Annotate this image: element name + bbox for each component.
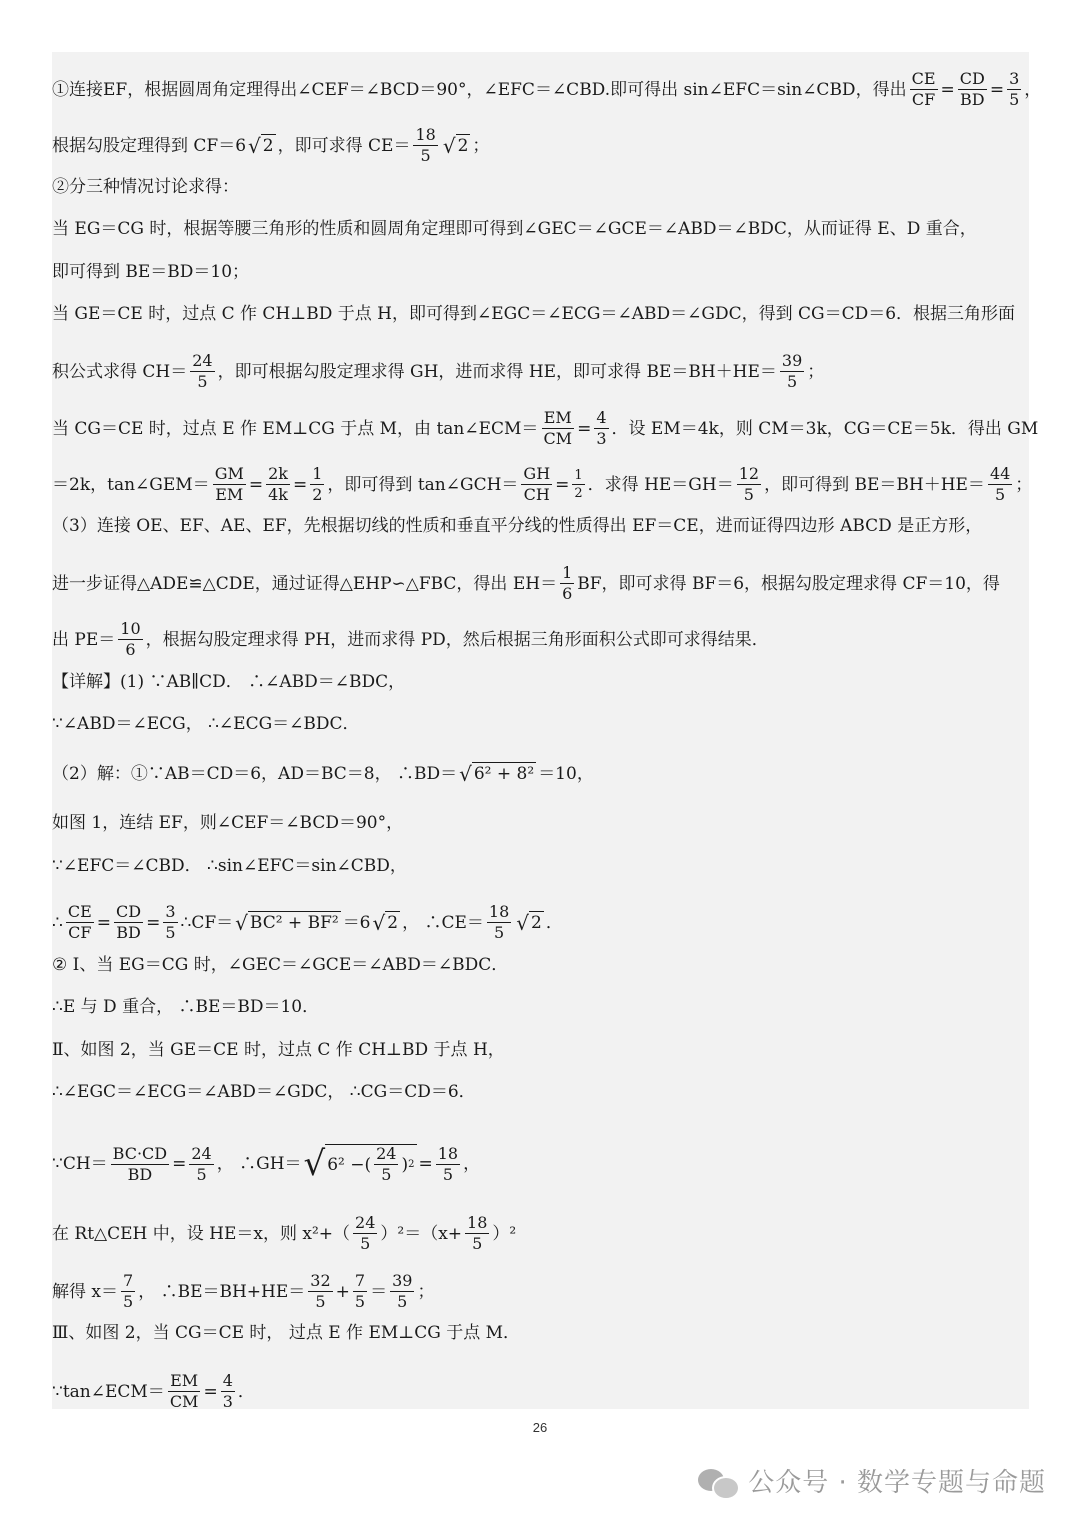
fraction: $\frac{3}{5}$ <box>1009 69 1020 109</box>
fraction: $\frac{10}{6}$ <box>120 619 141 659</box>
text-line-24: 在 Rt△CEH 中，设 HE＝x，则 x²+（ $\frac{24}{5}$ ）²＝（x+ $\frac{18}{5}$ ）² <box>52 1213 517 1253</box>
fraction: $\frac{CD}{BD}$ <box>959 69 985 109</box>
text-line-12: 出 PE＝ $\frac{10}{6}$ ，根据勾股定理求得 PH，进而求得 PD，然后根据三角形面积公式即可求得结果． <box>52 619 769 659</box>
fraction: $\frac{32}{5}$ <box>310 1271 331 1311</box>
square-root: √ 2 <box>516 910 542 935</box>
fraction: $\frac{1}{6}$ <box>562 563 573 603</box>
fraction: $\frac{4}{3}$ <box>222 1371 233 1411</box>
text-line-13: 【详解】(1) ∵AB∥CD． ∴∠ABD＝∠BDC， <box>52 672 406 692</box>
text-line-18: ∴ $\frac{CE}{CF}$ = $\frac{CD}{BD}$ = $\frac{3}{5}$ ∴CF＝ √ BC² + BF² ＝6 √ 2 ， ∴CE＝ $\frac{18}{5}$ √ 2 ． <box>52 902 563 942</box>
fraction: $\frac{1}{2}$ <box>574 468 583 501</box>
fraction: $\frac{GH}{CH}$ <box>523 464 551 504</box>
text-line-21: Ⅱ、如图 2，当 GE＝CE 时，过点 C 作 CH⊥BD 于点 H， <box>52 1040 505 1060</box>
square-root: √ 6² − ( $\frac{24}{5}$ ) 2 <box>303 1144 415 1184</box>
text-line-6: 当 GE＝CE 时，过点 C 作 CH⊥BD 于点 H，即可得到∠EGC＝∠ECG＝∠ABD＝∠GDC，得到 CG＝CD＝6．根据三角形面 <box>52 304 1016 324</box>
watermark <box>698 1462 1046 1499</box>
text-line-23: ∵CH＝ $\frac{BC\cdot CD}{BD}$ = $\frac{24}{5}$ ， ∴GH＝ √ 6² − ( $\frac{24}{5}$ ) 2 = $\frac{18}{5}$ ， <box>52 1143 481 1184</box>
fraction: $\frac{CE}{CF}$ <box>911 69 936 109</box>
text-line-15: （2）解：①∵AB＝CD＝6，AD＝BC＝8， ∴BD＝ √ 6² + 8² ＝10， <box>52 761 594 786</box>
text-line-16: 如图 1，连结 EF，则∠CEF＝∠BCD＝90°， <box>52 813 404 833</box>
text-line-25: 解得 x＝ $\frac{7}{5}$ ， ∴BE＝BH+HE＝ $\frac{32}{5}$ + $\frac{7}{5}$ ＝ $\frac{39}{5}$ ； <box>52 1271 435 1311</box>
fraction: $\frac{EM}{CM}$ <box>169 1371 199 1411</box>
fraction: $\frac{1}{2}$ <box>312 464 323 504</box>
fraction: $\frac{18}{5}$ <box>488 902 510 942</box>
text-line-8: 当 CG＝CE 时，过点 E 作 EM⊥CG 于点 M，由 tan∠ECM＝ $\frac{EM}{CM}$ = $\frac{4}{3}$ ．设 EM＝4k，则 CM＝3k，CG＝CE＝5k．得出 GM <box>52 408 1039 448</box>
fraction: $\frac{24}{5}$ <box>192 351 213 391</box>
text-line-27: ∵tan∠ECM＝ $\frac{EM}{CM}$ = $\frac{4}{3}$ ． <box>52 1371 255 1411</box>
text-line-1: ①连接EF，根据圆周角定理得出∠CEF＝∠BCD＝90°，∠EFC＝∠CBD.即可得出 sin∠EFC＝sin∠CBD，得出 $\frac{CE}{CF}$ = $\frac{CD}{BD}$ = $\frac{3}{5}$ ， <box>52 69 1042 109</box>
fraction: $\frac{4}{3}$ <box>596 408 607 448</box>
watermark-text: 公众号 · 数学专题与命题 <box>748 1468 1046 1498</box>
fraction: $\frac{7}{5}$ <box>123 1271 134 1311</box>
fraction: $\frac{24}{5}$ <box>191 1143 212 1184</box>
fraction: $\frac{BC\cdot CD}{BD}$ <box>112 1143 168 1184</box>
fraction: $\frac{44}{5}$ <box>989 464 1011 504</box>
page-number: 26 <box>532 1420 548 1435</box>
square-root: √ 6² + 8² <box>459 761 535 786</box>
wechat-icon <box>698 1465 738 1497</box>
text-line-3: ②分三种情况讨论求得： <box>52 177 239 197</box>
text-line-26: Ⅲ、如图 2，当 CG＝CE 时， 过点 E 作 EM⊥CG 于点 M． <box>52 1323 521 1343</box>
fraction: $\frac{18}{5}$ <box>437 1143 459 1184</box>
fraction: $\frac{24}{5}$ <box>376 1144 397 1184</box>
square-root: √ 2 <box>442 133 469 158</box>
fraction: $\frac{EM}{CM}$ <box>543 408 573 448</box>
text-line-20: ∴E 与 D 重合， ∴BE＝BD＝10． <box>52 997 320 1017</box>
text-line-4: 当 EG＝CG 时，根据等腰三角形的性质和圆周角定理即可得到∠GEC＝∠GCE＝∠ABD＝∠BDC，从而证得 E、D 重合， <box>52 219 977 239</box>
fraction: $\frac{GM}{EM}$ <box>214 464 244 504</box>
text-line-9: ＝2k，tan∠GEM＝ $\frac{GM}{EM}$ = $\frac{2k}{4k}$ = $\frac{1}{2}$ ，即可得到 tan∠GCH＝ $\frac{GH}{CH}$ = $\frac{1}{2}$ ．求得 HE＝GH＝ $\frac{12}{5}$ ，即可得到 BE＝BH＋HE＝ $\frac{44}{5}$ ； <box>52 464 1033 504</box>
fraction: $\frac{39}{5}$ <box>781 351 803 391</box>
fraction: $\frac{3}{5}$ <box>165 902 176 942</box>
text-line-10: （3）连接 OE、EF、AE、EF，先根据切线的性质和垂直平分线的性质得出 EF＝CE，进而证得四边形 ABCD 是正方形， <box>52 516 983 536</box>
text-line-2: 根据勾股定理得到 CF＝ 6 √ 2 ，即可求得 CE＝ $\frac{18}{5}$ √ 2 ； <box>52 125 490 165</box>
fraction: $\frac{24}{5}$ <box>355 1213 376 1253</box>
fraction: $\frac{7}{5}$ <box>354 1271 366 1311</box>
square-root: √ BC² + BF² <box>235 910 339 935</box>
text-line-19: ② Ⅰ、当 EG＝CG 时，∠GEC＝∠GCE＝∠ABD＝∠BDC． <box>52 955 509 975</box>
fraction: $\frac{2k}{4k}$ <box>268 464 288 504</box>
square-root: √ 2 <box>248 133 274 158</box>
fraction: $\frac{12}{5}$ <box>738 464 760 504</box>
fraction: $\frac{18}{5}$ <box>415 125 436 165</box>
fraction: $\frac{18}{5}$ <box>467 1213 488 1253</box>
square-root: √ 2 <box>372 910 399 935</box>
text-line-7: 积公式求得 CH＝ $\frac{24}{5}$ ，即可根据勾股定理求得 GH，进而求得 HE，即可求得 BE＝BH＋HE＝ $\frac{39}{5}$ ； <box>52 351 825 391</box>
fraction: $\frac{CD}{BD}$ <box>116 902 142 942</box>
text-line-14: ∵∠ABD＝∠ECG， ∴∠ECG＝∠BDC． <box>52 714 360 734</box>
text-line-11: 进一步证得△ADE≌△CDE，通过证得△EHP∽△FBC，得出 EH＝ $\frac{1}{6}$ BF，即可求得 BF＝6，根据勾股定理求得 CF＝10，得 <box>52 563 1000 603</box>
fraction: $\frac{39}{5}$ <box>392 1271 413 1311</box>
text-line-17: ∵∠EFC＝∠CBD． ∴sin∠EFC＝sin∠CBD， <box>52 856 407 876</box>
text-line-22: ∴∠EGC＝∠ECG＝∠ABD＝∠GDC， ∴CG＝CD＝6． <box>52 1082 476 1102</box>
fraction: $\frac{CE}{CF}$ <box>67 902 92 942</box>
text-line-5: 即可得到 BE＝BD＝10； <box>52 262 250 282</box>
